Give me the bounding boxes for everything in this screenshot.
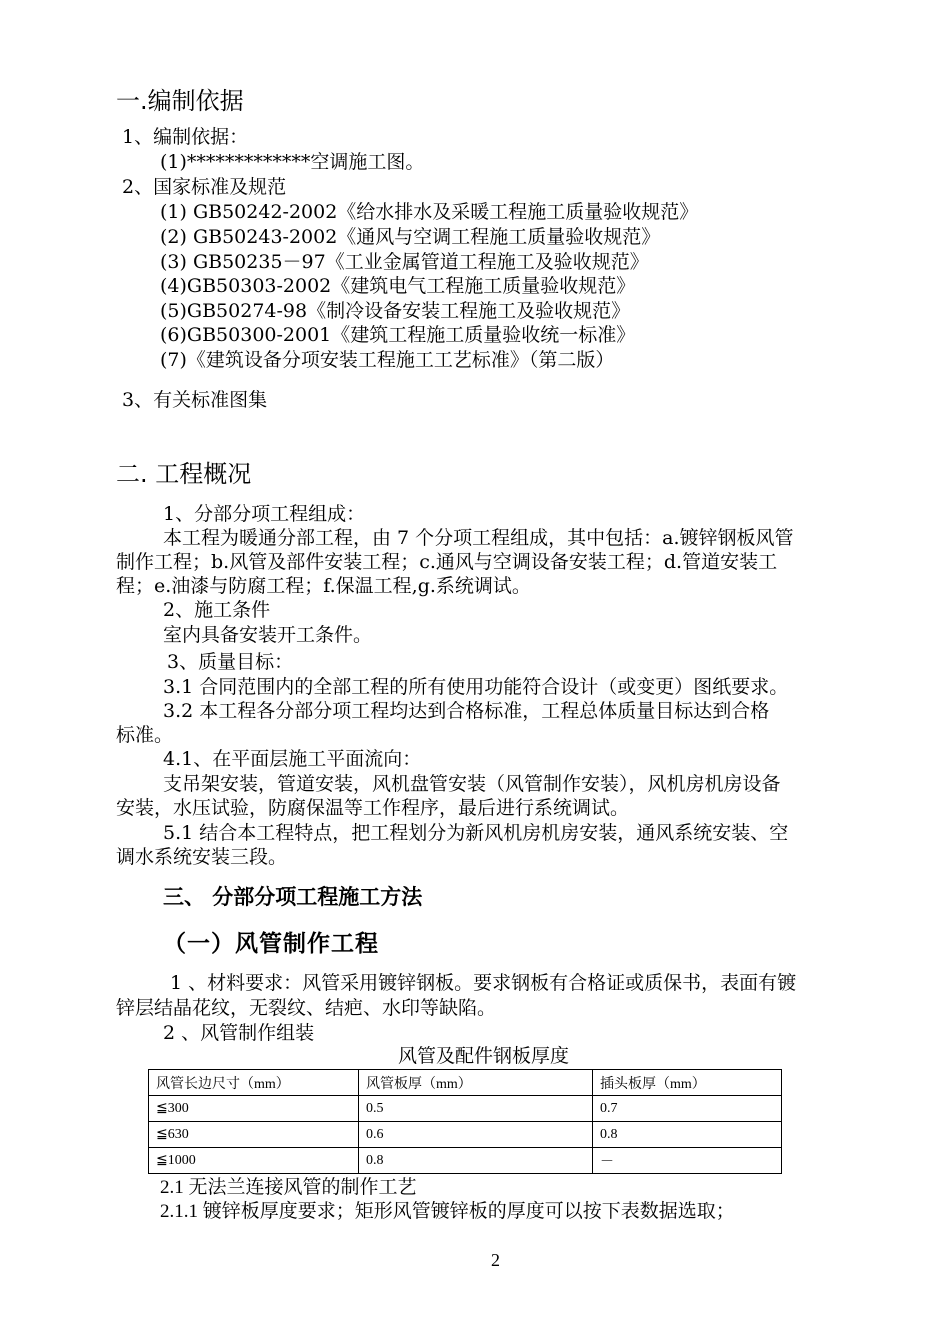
- table-row: [149, 1122, 782, 1148]
- table-cell: 0.7: [593, 1096, 782, 1122]
- table-cell: 0.8: [593, 1122, 782, 1148]
- table-row: [149, 1096, 782, 1122]
- section-3-title: 三、 分部分项工程施工方法: [163, 885, 423, 909]
- standard-item: (1) GB50242-2002《给水排水及采暖工程施工质量验收规范》: [160, 201, 699, 223]
- table-cell: ≦1000: [149, 1148, 359, 1174]
- standard-item: (5)GB50274-98《制冷设备安装工程施工及验收规范》: [160, 300, 631, 322]
- table-caption: 风管及配件钢板厚度: [398, 1045, 570, 1067]
- table-cell: 0.8: [359, 1148, 593, 1174]
- basis-item: (1)*************空调施工图。: [160, 151, 425, 173]
- paragraph-line: 本工程为暖通分部工程，由 7 个分项工程组成，其中包括：a.镀锌钢板风管: [163, 527, 794, 549]
- paragraph-line: 3.1 合同范围内的全部工程的所有使用功能符合设计（或变更）图纸要求。: [163, 676, 789, 698]
- paragraph-line: 2 、风管制作组装: [163, 1022, 315, 1044]
- table-header-cell: 风管板厚（mm）: [359, 1070, 593, 1096]
- paragraph-line: 2.1 无法兰连接风管的制作工艺: [160, 1177, 417, 1198]
- steel-thickness-table: [148, 1069, 782, 1174]
- standard-item: (2) GB50243-2002《通风与空调工程施工质量验收规范》: [160, 226, 661, 248]
- paragraph-line: 1 、材料要求：风管采用镀锌钢板。要求钢板有合格证或质保书，表面有镀: [170, 972, 797, 994]
- table-cell: －: [593, 1148, 782, 1174]
- table-cell: 0.6: [359, 1122, 593, 1148]
- paragraph-line: 安装，水压试验，防腐保温等工作程序，最后进行系统调试。: [116, 797, 630, 819]
- paragraph-line: 5.1 结合本工程特点，把工程划分为新风机房机房安装，通风系统安装、空: [163, 822, 789, 844]
- table-cell: ≦300: [149, 1096, 359, 1122]
- standard-item: (6)GB50300-2001《建筑工程施工质量验收统一标准》: [160, 324, 636, 346]
- paragraph-line: 调水系统安装三段。: [116, 846, 288, 868]
- paragraph-line: 支吊架安装，管道安装，风机盘管安装（风管制作安装），风机房机房设备: [163, 773, 781, 795]
- table-header-cell: 插头板厚（mm）: [593, 1070, 782, 1096]
- table-row: [149, 1148, 782, 1174]
- paragraph-line: 室内具备安装开工条件。: [163, 624, 373, 646]
- paragraph-line: 程；e.油漆与防腐工程；f.保温工程,g.系统调试。: [116, 575, 531, 597]
- standard-item: (7)《建筑设备分项安装工程施工工艺标准》（第二版）: [160, 349, 615, 371]
- paragraph-line: 3、质量目标：: [167, 651, 294, 673]
- table-cell: ≦630: [149, 1122, 359, 1148]
- section-2-title: 二. 工程概况: [116, 460, 252, 488]
- page-number: 2: [491, 1250, 500, 1270]
- paragraph-line: 锌层结晶花纹，无裂纹、结疤、水印等缺陷。: [116, 997, 497, 1019]
- paragraph-line: 1、分部分项工程组成：: [163, 503, 366, 525]
- standard-item: (3) GB50235－97《工业金属管道工程施工及验收规范》: [160, 251, 649, 273]
- paragraph-line: 2、施工条件: [163, 599, 271, 621]
- basis-item: 2、国家标准及规范: [122, 176, 287, 198]
- basis-item: 1、编制依据：: [122, 126, 249, 148]
- basis-item: 3、有关标准图集: [122, 389, 268, 411]
- table-cell: 0.5: [359, 1096, 593, 1122]
- paragraph-line: 4.1、在平面层施工平面流向：: [163, 748, 422, 770]
- subsection-title: （一）风管制作工程: [163, 931, 379, 957]
- paragraph-line: 3.2 本工程各分部分项工程均达到合格标准，工程总体质量目标达到合格: [163, 700, 770, 722]
- paragraph-line: 制作工程；b.风管及部件安装工程；c.通风与空调设备安装工程；d.管道安装工: [116, 551, 778, 573]
- paragraph-line: 标准。: [116, 724, 174, 746]
- paragraph-line: 2.1.1 镀锌板厚度要求；矩形风管镀锌板的厚度可以按下表数据选取；: [160, 1201, 735, 1222]
- table-header-row: [149, 1070, 782, 1096]
- standard-item: (4)GB50303-2002《建筑电气工程施工质量验收规范》: [160, 275, 636, 297]
- section-1-title: 一.编制依据: [116, 87, 244, 115]
- table-header-cell: 风管长边尺寸（mm）: [149, 1070, 359, 1096]
